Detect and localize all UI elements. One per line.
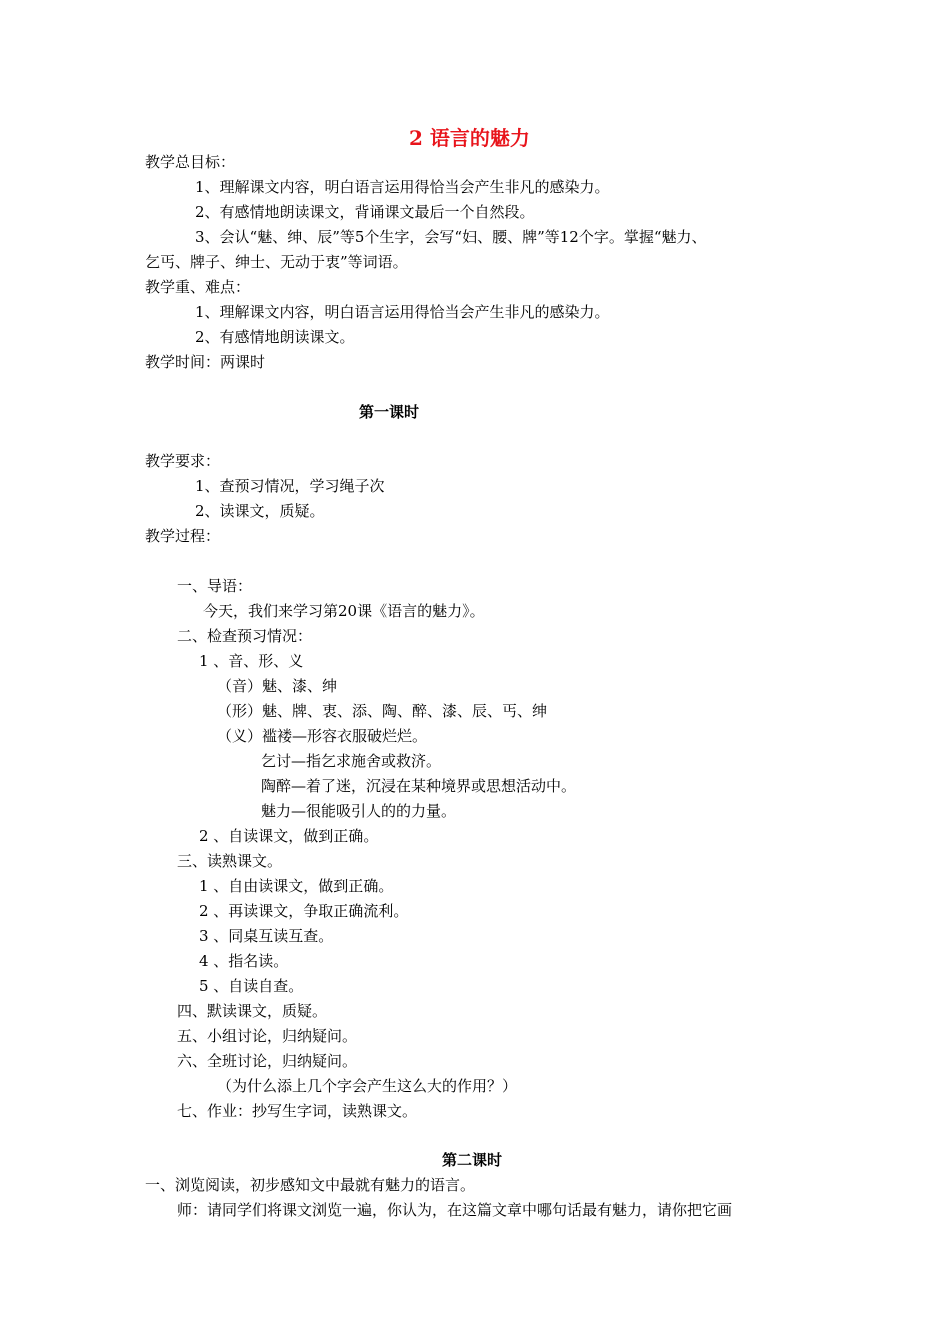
- goals-label: 教学总目标：: [145, 153, 236, 171]
- lesson2-heading: 第二课时: [442, 1151, 503, 1169]
- process-substep: 3 、同桌互读互查。: [199, 927, 334, 945]
- process-step: 七、作业：抄写生字词，读熟课文。: [177, 1102, 418, 1120]
- page-title: 2 语言的魅力: [409, 126, 530, 150]
- goal-item-continued: 乞丐、牌子、绅士、无动于衷”等词语。: [145, 253, 408, 271]
- process-line: 魅力—很能吸引人的的力量。: [261, 802, 457, 820]
- goal-item: 1、理解课文内容，明白语言运用得恰当会产生非凡的感染力。: [195, 178, 610, 196]
- process-step: 三、读熟课文。: [177, 852, 283, 870]
- process-substep: 2 、自读课文，做到正确。: [199, 827, 379, 845]
- process-line: （义）褴褛—形容衣服破烂烂。: [217, 727, 428, 745]
- process-line: 乞讨—指乞求施舍或救济。: [261, 752, 442, 770]
- process-substep: 1 、音、形、义: [199, 652, 304, 670]
- requirement-item: 1、查预习情况，学习绳子次: [195, 477, 385, 495]
- process-substep: 4 、指名读。: [199, 952, 289, 970]
- lesson1-heading: 第一课时: [359, 403, 420, 421]
- key-points-label: 教学重、难点：: [145, 278, 251, 296]
- process-step: 二、检查预习情况：: [177, 627, 313, 645]
- process-step: 五、小组讨论，归纳疑问。: [177, 1027, 358, 1045]
- requirements-label: 教学要求：: [145, 452, 221, 470]
- process-step: 六、全班讨论，归纳疑问。: [177, 1052, 358, 1070]
- requirement-item: 2、读课文，质疑。: [195, 502, 325, 520]
- process-step: 四、默读课文，质疑。: [177, 1002, 328, 1020]
- process-step: 一、导语：: [177, 577, 253, 595]
- process-line: 陶醉—着了迷，沉浸在某种境界或思想活动中。: [261, 777, 577, 795]
- lesson2-line: 师：请同学们将课文浏览一遍，你认为，在这篇文章中哪句话最有魅力，请你把它画: [177, 1201, 733, 1219]
- process-substep: 1 、自由读课文，做到正确。: [199, 877, 394, 895]
- process-substep: 2 、再读课文，争取正确流利。: [199, 902, 409, 920]
- lesson2-line: 一、浏览阅读，初步感知文中最就有魅力的语言。: [145, 1176, 476, 1194]
- key-point-item: 1、理解课文内容，明白语言运用得恰当会产生非凡的感染力。: [195, 303, 610, 321]
- process-substep: 5 、自读自查。: [199, 977, 304, 995]
- process-line: （音）魅、漆、绅: [217, 677, 338, 695]
- process-line: （形）魅、牌、衷、添、陶、醉、漆、辰、丐、绅: [217, 702, 548, 720]
- teaching-time: 教学时间：两课时: [145, 353, 266, 371]
- process-line: 今天，我们来学习第20课《语言的魅力》。: [203, 602, 485, 620]
- goal-item: 3、会认“魅、绅、辰”等5个生字，会写“妇、腰、牌”等12个字。掌握“魅力、: [195, 228, 707, 246]
- process-label: 教学过程：: [145, 527, 221, 545]
- key-point-item: 2、有感情地朗读课文。: [195, 328, 355, 346]
- process-line: （为什么添上几个字会产生这么大的作用？）: [217, 1077, 518, 1095]
- goal-item: 2、有感情地朗读课文，背诵课文最后一个自然段。: [195, 203, 535, 221]
